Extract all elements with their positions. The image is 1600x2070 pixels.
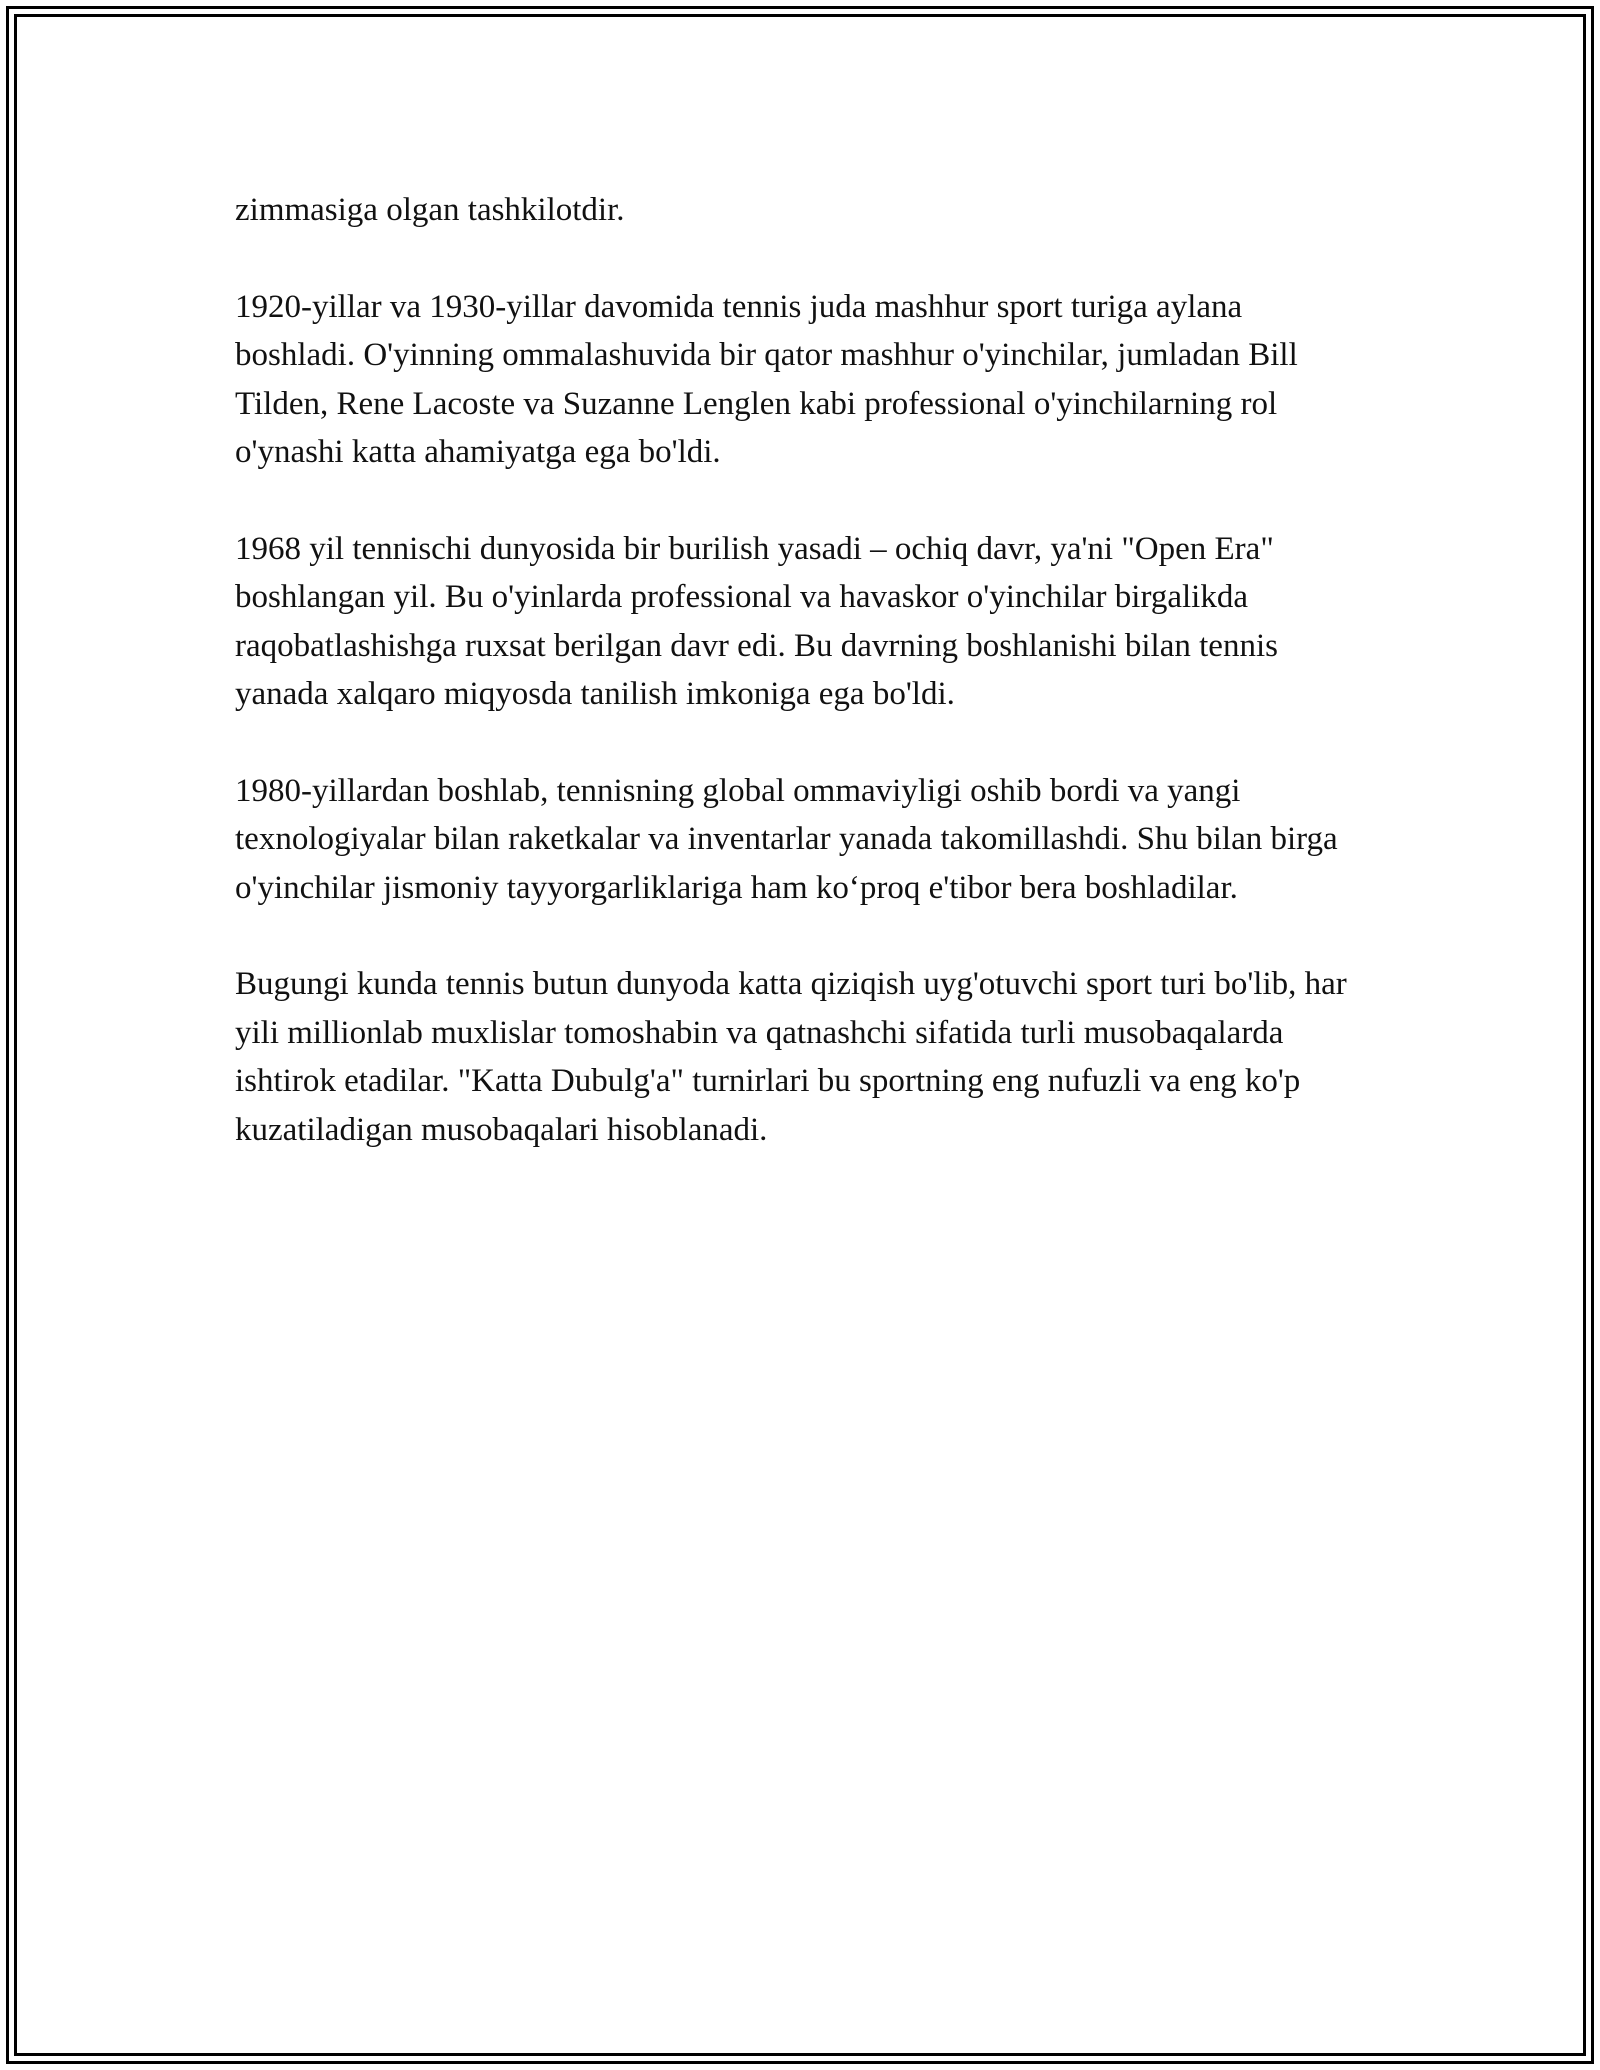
paragraph-today: Bugungi kunda tennis butun dunyoda katta qiziqish uyg'otuvchi sport turi bo'lib, har yili millionlab muxlislar tomoshabin va qatnashchi sifatida turli musobaqalarda ishtirok etadilar. "Katta Dubulg'a" turnirlari bu sportning eng nufuzli va eng ko'p kuzatiladigan musobaqalari hisoblanadi. xyxy=(235,966,1347,1148)
paragraph-1920s-popularity: 1920-yillar va 1930-yillar davomida tennis juda mashhur sport turiga aylana boshladi. O'yinning ommalashuvida bir qator mashhur o'yinchilar, jumladan Bill Tilden, Rene Lacoste va Suzanne Lenglen kabi professional o'yinchilarning rol o'ynashi katta ahamiyatga ega bo'ldi. xyxy=(235,288,1298,470)
paragraph-1980s-technology: 1980-yillardan boshlab, tennisning global ommaviyligi oshib bordi va yangi texnologiyalar bilan raketkalar va inventarlar yanada takomillashdi. Shu bilan birga o'yinchilar jismoniy tayyorgarliklariga ham ko‘proq e'tibor bera boshladilar. xyxy=(235,772,1338,906)
paragraph-continuation: zimmasiga olgan tashkilotdir. xyxy=(235,192,625,228)
document-body xyxy=(235,186,1365,1154)
paragraph-open-era: 1968 yil tennischi dunyosida bir burilish yasadi – ochiq davr, ya'ni "Open Era" boshlangan yil. Bu o'yinlarda professional va havaskor o'yinchilar birgalikda raqobatlashishga ruxsat berilgan davr edi. Bu davrning boshlanishi bilan tennis yanada xalqaro miqyosda tanilish imkoniga ega bo'ldi. xyxy=(235,530,1278,712)
